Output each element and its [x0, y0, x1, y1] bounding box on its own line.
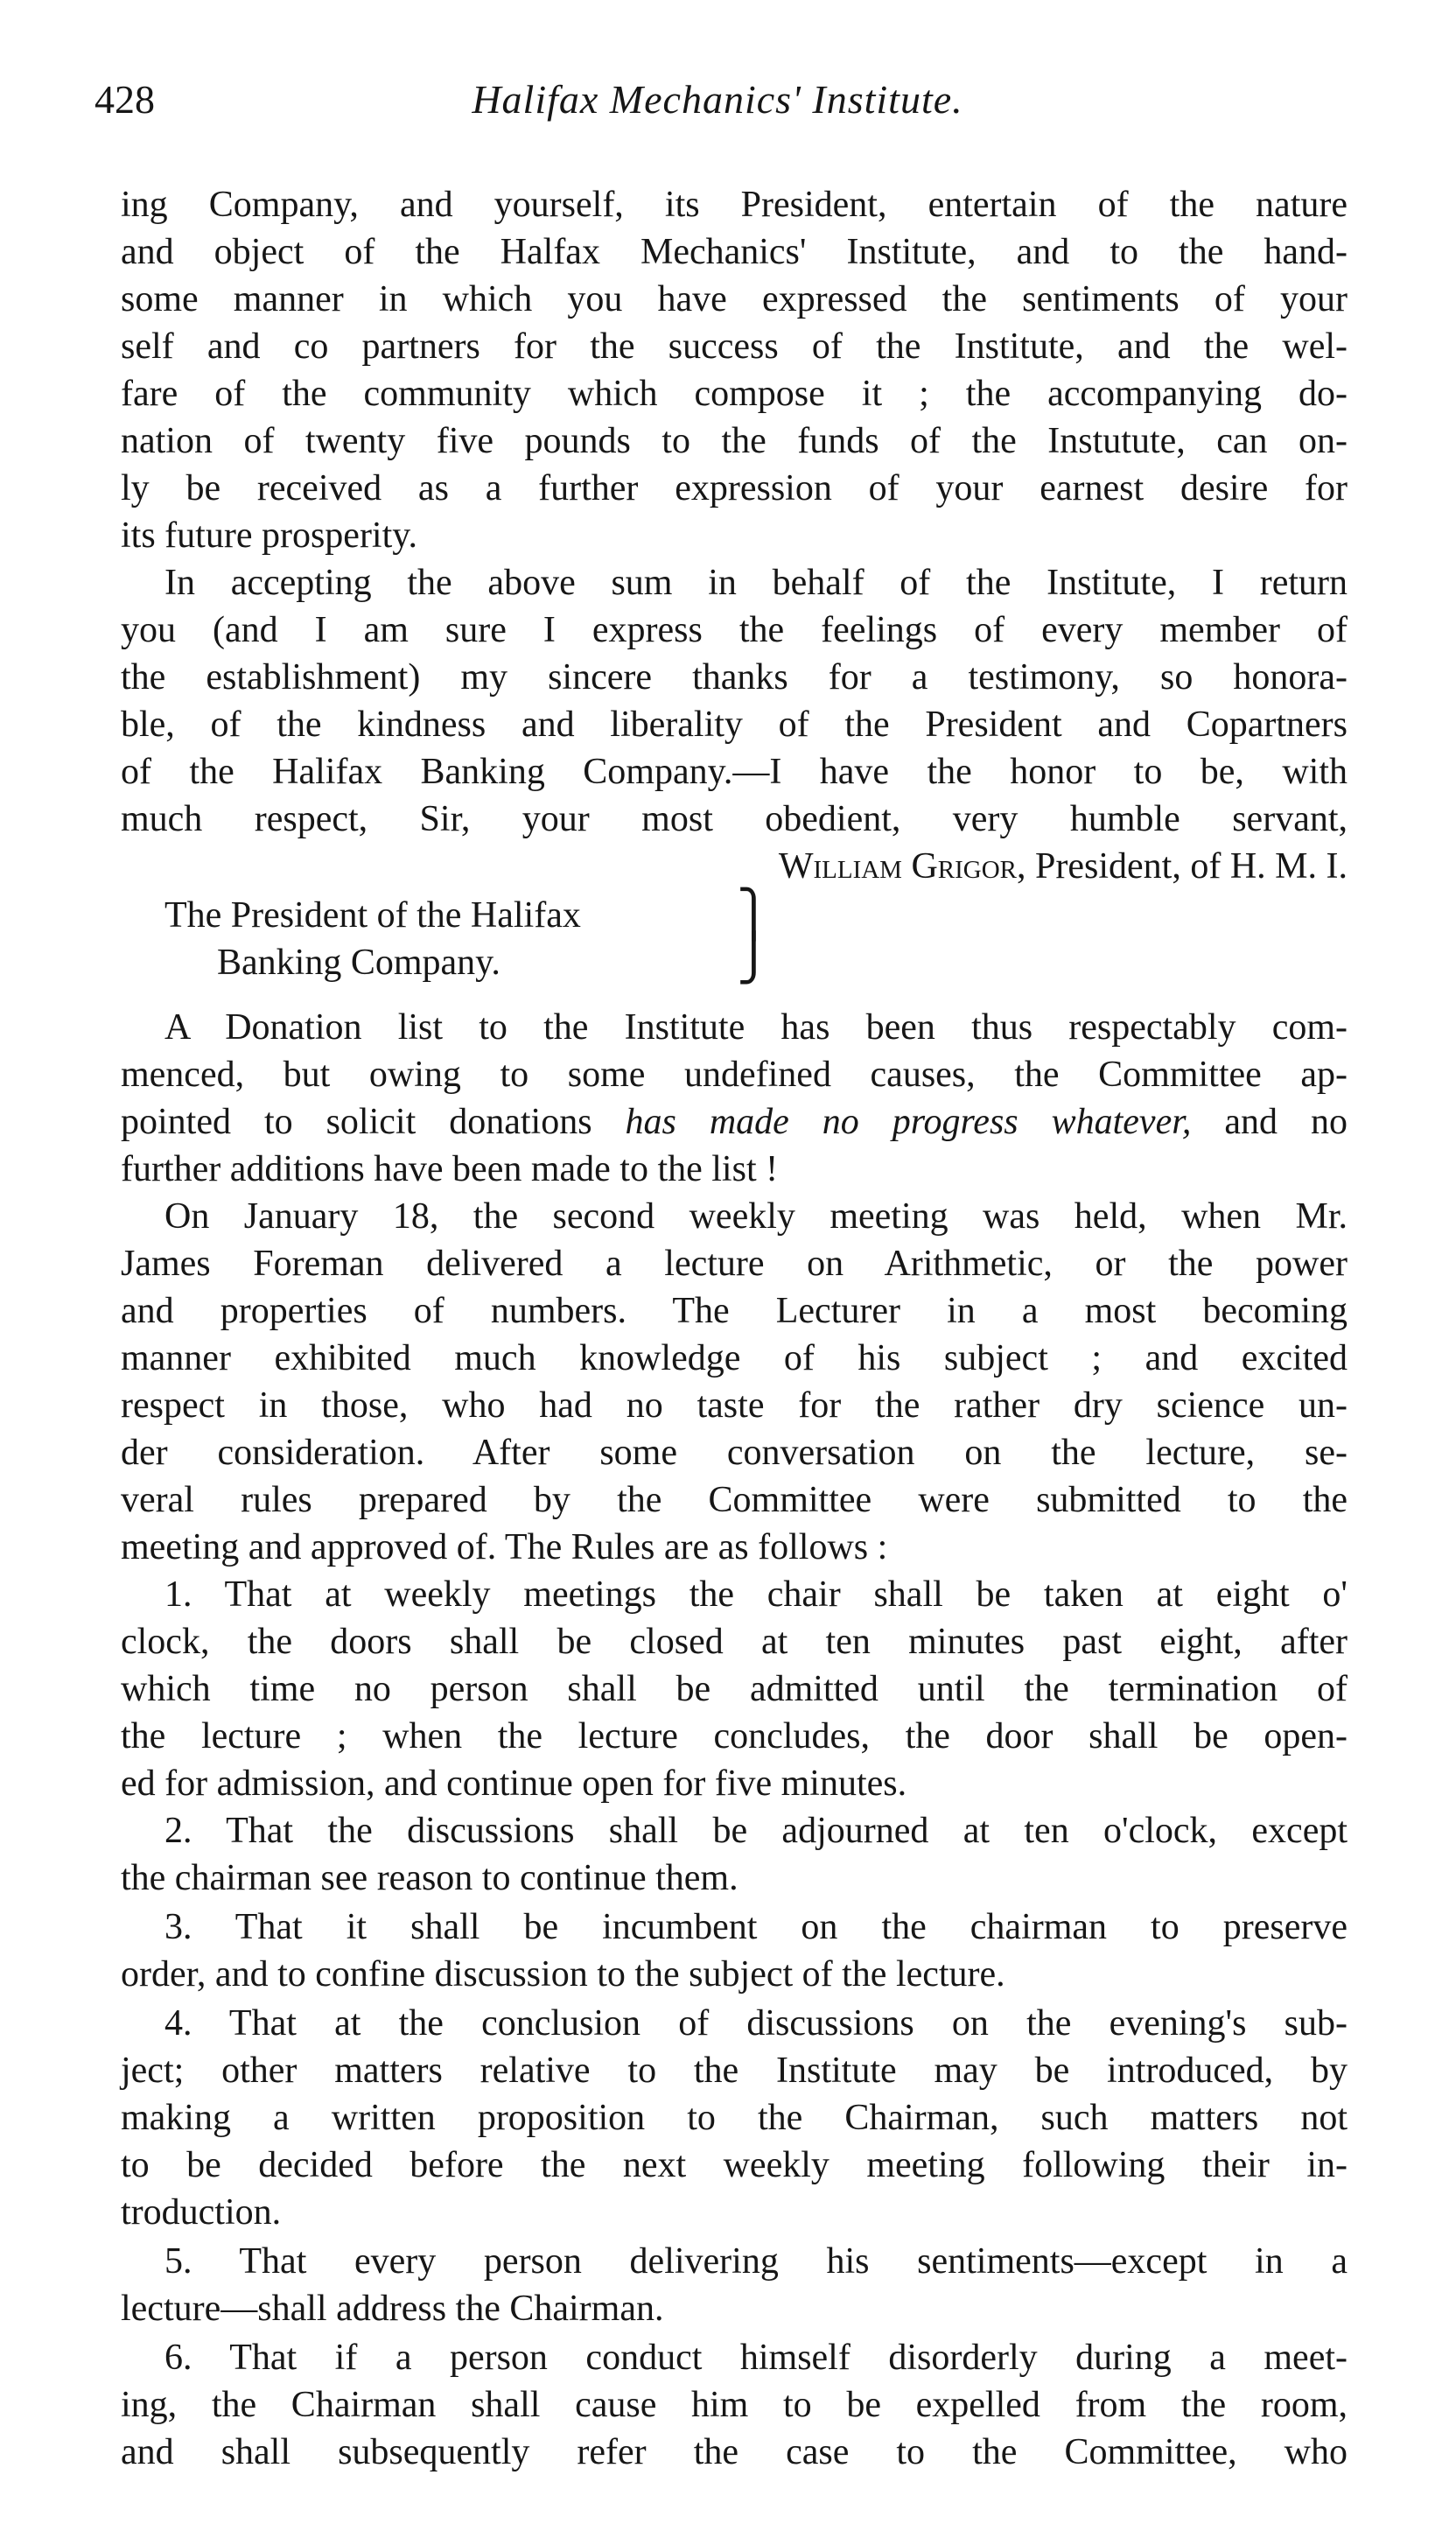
text-line: its future prosperity. — [121, 515, 418, 556]
addressee-line: The President of the Halifax — [164, 895, 581, 936]
rule-item-line: 3. That it shall be incumbent on the chairman to preserve — [164, 1907, 1348, 1947]
text-line: ing, the Chairman shall cause him to be expelled from the room, — [121, 2385, 1348, 2425]
text-line: order, and to confine discussion to the subject of the lecture. — [121, 1954, 1005, 1995]
text-line: manner exhibited much knowledge of his subject ; and excited — [121, 1338, 1348, 1378]
text-line: On January 18, the second weekly meeting was held, when Mr. — [164, 1196, 1348, 1237]
text-line: to be decided before the next weekly meeting following their in- — [121, 2145, 1348, 2185]
text-line: clock, the doors shall be closed at ten minutes past eight, after — [121, 1622, 1348, 1662]
rule-item-line: 1. That at weekly meetings the chair shall be taken at eight o' — [164, 1574, 1348, 1615]
signatory-name: William Grigor, — [778, 846, 1026, 887]
text-line: and properties of numbers. The Lecturer in a most becoming — [121, 1291, 1348, 1331]
text-line: menced, but owing to some undefined causes, the Committee ap- — [121, 1055, 1348, 1095]
text-line: der consideration. After some conversation on the lecture, se- — [121, 1433, 1348, 1473]
text-line: nation of twenty five pounds to the funds of the Instutute, can on- — [121, 421, 1348, 461]
page-header — [88, 74, 1348, 126]
rule-item-line: 5. That every person delivering his sentiments—except in a — [164, 2241, 1348, 2282]
brace-bottom-glyph: ⎭ — [737, 934, 771, 984]
text-line: fare of the community which compose it ; the accompanying do- — [121, 374, 1348, 414]
text-line: self and co partners for the success of the Institute, and the wel- — [121, 326, 1348, 367]
text-line: ject; other matters relative to the Institute may be introduced, by — [121, 2051, 1348, 2091]
addressee-line: Banking Company. — [217, 943, 500, 983]
text-line: A Donation list to the Institute has been thus respectably com- — [164, 1007, 1348, 1048]
text-span: pointed to solicit donations — [121, 1102, 626, 1142]
text-line: ed for admission, and continue open for five minutes. — [121, 1763, 907, 1804]
text-line: veral rules prepared by the Committee were submitted to the — [121, 1480, 1348, 1520]
signatory-title: President, of H. M. I. — [1026, 846, 1348, 887]
text-line: of the Halifax Banking Company.—I have the honor to be, with — [121, 752, 1348, 792]
text-line: further additions have been made to the list ! — [121, 1149, 779, 1189]
text-line: meeting and approved of. The Rules are as follows : — [121, 1527, 888, 1567]
text-line: making a written proposition to the Chairman, such matters not — [121, 2098, 1348, 2138]
signature-line — [525, 842, 1348, 891]
text-line: the lecture ; when the lecture concludes, the door shall be open- — [121, 1716, 1348, 1756]
text-line: you (and I am sure I express the feelings of every member of — [121, 610, 1348, 650]
rule-item-line: 2. That the discussions shall be adjourned at ten o'clock, except — [164, 1811, 1348, 1851]
text-line: James Foreman delivered a lecture on Arithmetic, or the power — [121, 1244, 1348, 1284]
text-span: and no — [1191, 1102, 1348, 1142]
rule-item-line: 4. That at the conclusion of discussions on the evening's sub- — [164, 2003, 1348, 2044]
italic-emphasis: has made no progress whatever, — [625, 1102, 1192, 1142]
text-line: the establishment) my sincere thanks for a testimony, so honora- — [121, 657, 1348, 698]
text-line: respect in those, who had no taste for the rather dry science un- — [121, 1385, 1348, 1426]
text-line: lecture—shall address the Chairman. — [121, 2289, 664, 2329]
text-line: ly be received as a further expression of your earnest desire for — [121, 468, 1348, 508]
text-line: which time no person shall be admitted until the termination of — [121, 1669, 1348, 1709]
text-line: the chairman see reason to continue them. — [121, 1858, 738, 1898]
page-number: 428 — [94, 77, 155, 122]
text-line: ble, of the kindness and liberality of the President and Copartners — [121, 705, 1348, 745]
rule-item-line: 6. That if a person conduct himself disorderly during a meet- — [164, 2338, 1348, 2378]
text-line: and shall subsequently refer the case to the Committee, who — [121, 2432, 1348, 2472]
brace-top-glyph: ⎫ — [737, 890, 771, 940]
text-line: In accepting the above sum in behalf of the Institute, I return — [164, 563, 1348, 603]
text-line: ing Company, and yourself, its President, entertain of the nature — [121, 185, 1348, 225]
running-title: Halifax Mechanics' Institute. — [472, 77, 963, 122]
text-line: some manner in which you have expressed the sentiments of your — [121, 279, 1348, 319]
text-line — [121, 1097, 1348, 1146]
text-line: much respect, Sir, your most obedient, very humble servant, — [121, 799, 1348, 839]
text-line: troduction. — [121, 2192, 282, 2233]
text-line: and object of the Halfax Mechanics' Institute, and to the hand- — [121, 232, 1348, 272]
